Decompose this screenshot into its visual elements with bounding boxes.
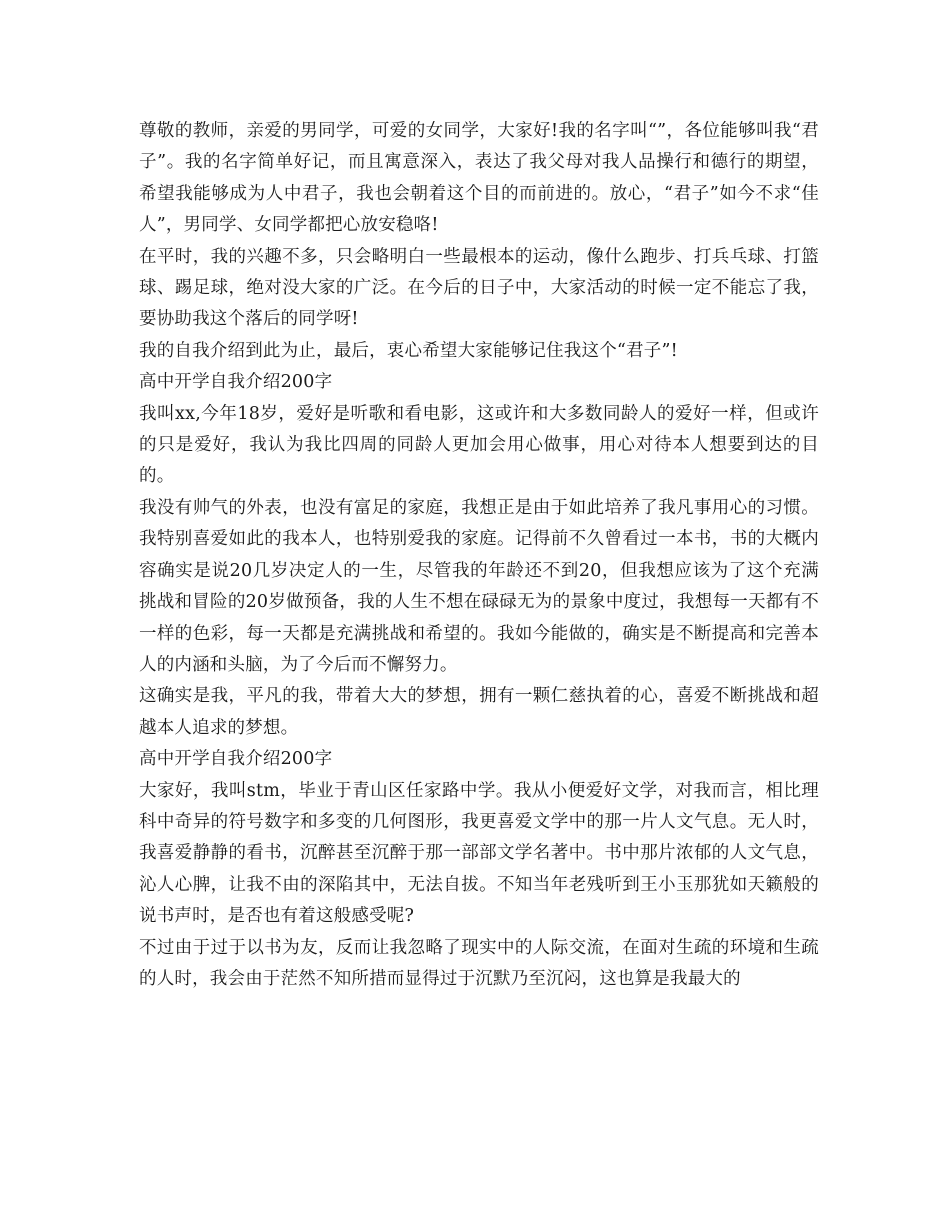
- paragraph-dream: 这确实是我，平凡的我，带着大大的梦想，拥有一颗仁慈执着的心，喜爱不断挑战和超越本人追求的梦想。: [139, 686, 819, 738]
- paragraph-family: 我没有帅气的外表，也没有富足的家庭，我想正是由于如此培养了我凡事用心的习惯。我特别喜爱如此的我本人，也特别爱我的家庭。记得前不久曾看过一本书，书的大概内容确实是说20几岁决定人的一生，尽管我的年龄还不到20，但我想应该为了这个充满挑战和冒险的20岁做预备，我的人生不想在碌碌无为的景象中度过，我想每一天都有不一样的色彩，每一天都是充满挑战和希望的。我如今能做的，确实是不断提高和完善本人的内涵和头脑，为了今后而不懈努力。: [139, 497, 819, 675]
- paragraph-social: 不过由于过于以书为友，反而让我忽略了现实中的人际交流，在面对生疏的环境和生疏的人时，我会由于茫然不知所措而显得过于沉默乃至沉闷，这也算是我最大的: [139, 937, 819, 989]
- document-page: [139, 116, 819, 995]
- section-heading: 高中开学自我介绍200字: [139, 372, 333, 393]
- paragraph-intro-stm: 大家好，我叫stm，毕业于青山区任家路中学。我从小便爱好文学，对我而言，相比理科中奇异的符号数字和多变的几何图形，我更喜爱文学中的那一片人文气息。无人时，我喜爱静静的看书，沉醉甚至沉醉于那一部部文学名著中。书中那片浓郁的人文气息，沁人心脾，让我不由的深陷其中，无法自拔。不知当年老残听到王小玉那犹如天籁般的说书声时，是否也有着这般感受呢?: [139, 780, 819, 927]
- section-heading: 高中开学自我介绍200字: [139, 749, 333, 770]
- paragraph-intro-xx: 我叫xx,今年18岁，爱好是听歌和看电影，这或许和大多数同龄人的爱好一样，但或许的只是爱好，我认为我比四周的同龄人更加会用心做事，用心对待本人想要到达的目的。: [139, 403, 819, 487]
- paragraph-hobbies: 在平时，我的兴趣不多，只会略明白一些最根本的运动，像什么跑步、打兵乓球、打篮球、踢足球，绝对没大家的广泛。在今后的日子中，大家活动的时候一定不能忘了我，要协助我这个落后的同学呀!: [139, 246, 819, 330]
- paragraph-greeting: 尊敬的教师，亲爱的男同学，可爱的女同学，大家好!我的名字叫“”，各位能够叫我“君子”。我的名字简单好记，而且寓意深入，表达了我父母对我人品操行和德行的期望，希望我能够成为人中君子，我也会朝着这个目的而前进的。放心，“君子”如今不求“佳人”，男同学、女同学都把心放安稳咯!: [139, 121, 819, 236]
- paragraph-closing: 我的自我介绍到此为止，最后，衷心希望大家能够记住我这个“君子”!: [139, 340, 678, 361]
